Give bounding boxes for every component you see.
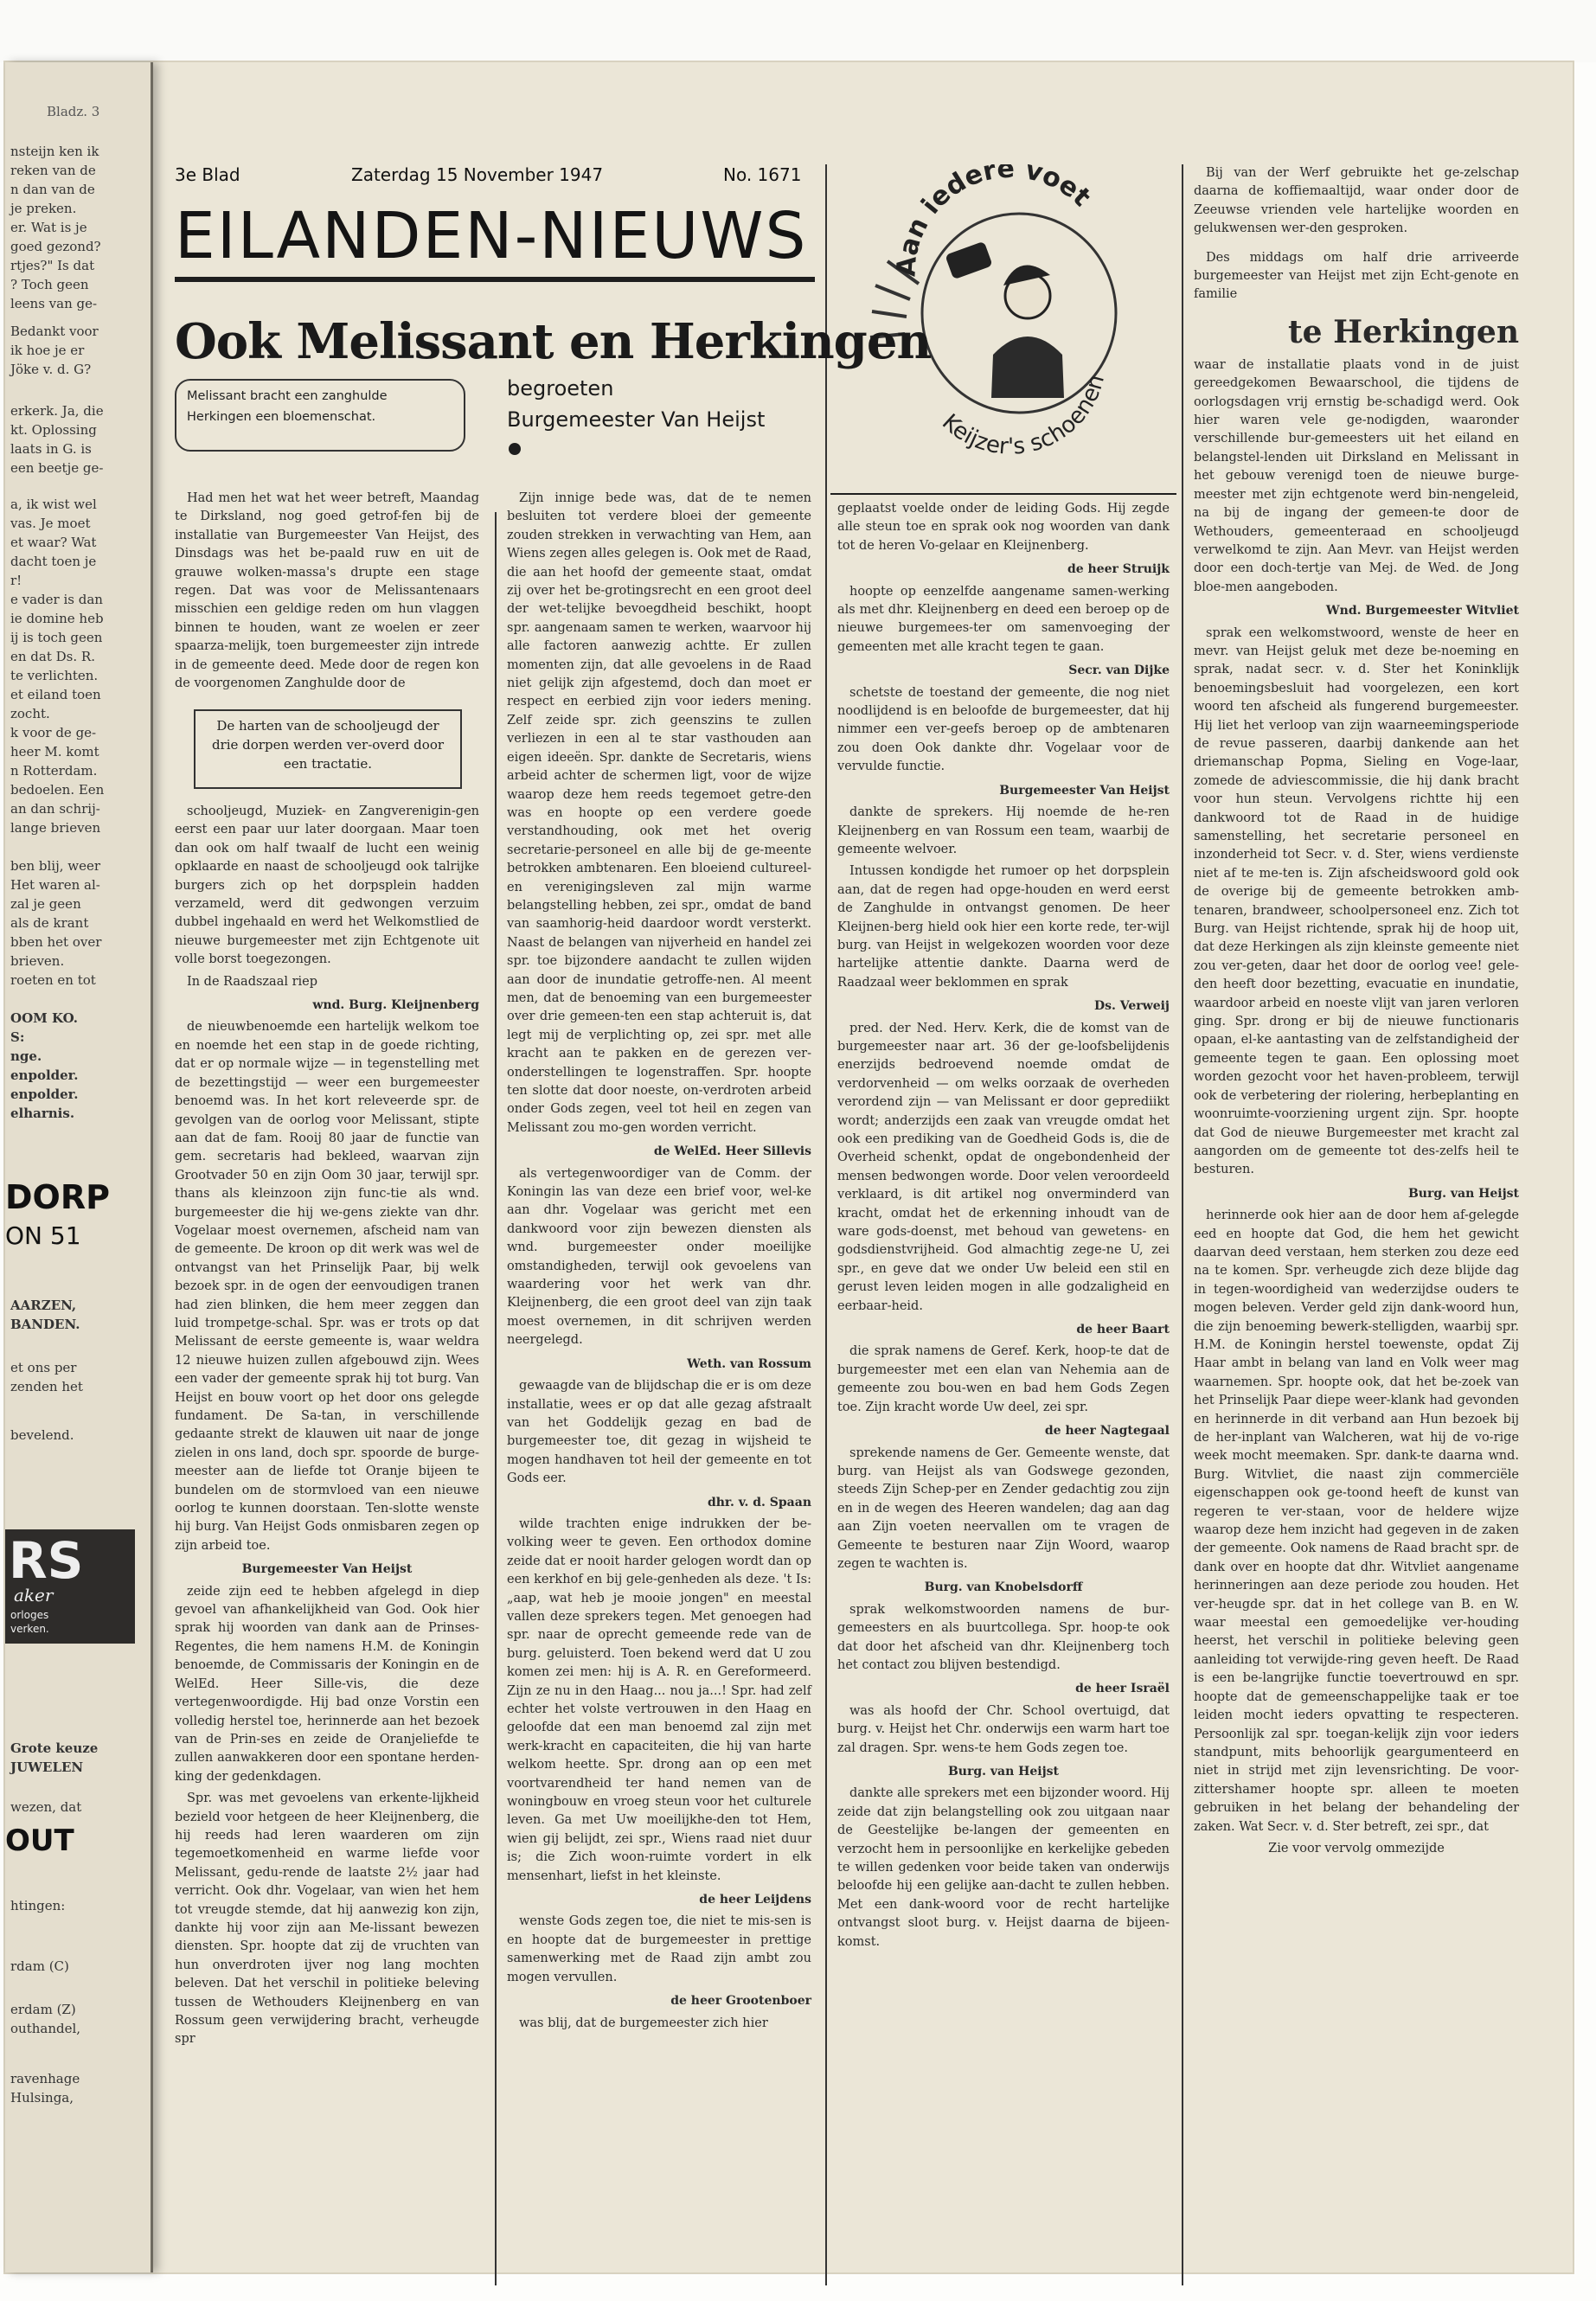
prev-ad-big: RS — [9, 1531, 84, 1590]
prev-fragment-line: AARZEN, — [10, 1298, 77, 1313]
prev-fragment-line: et eiland toen — [10, 687, 101, 702]
speaker-kleijnenberg: wnd. Burg. Kleijnenberg — [312, 998, 479, 1013]
prev-fragment-line: lange brieven — [10, 820, 101, 836]
prev-fragment-line: nsteijn ken ik — [10, 144, 99, 159]
prev-fragment-line: Het waren al- — [10, 877, 100, 893]
prev-fragment-line: dacht toen je — [10, 554, 97, 569]
prev-fragment-line: OOM KO. — [10, 1010, 79, 1026]
col3-paragraph-10: was als hoofd der Chr. School overtuigd, dat burg. v. Heijst het Chr. onderwijs een warm hart toe zal dragen. Spr. wens-te hem Gods zegen toe. — [837, 1703, 1170, 1755]
logo-body — [991, 336, 1064, 398]
prev-fragment-c — [10, 401, 147, 478]
prev-fragment-line: te verlichten. — [10, 668, 99, 683]
prev-fragment-line: zenden het — [10, 1379, 83, 1394]
prev-fragment-line: goed gezond? — [10, 239, 101, 254]
prev-fragment-line: JUWELEN — [10, 1759, 84, 1775]
speaker-van-dijke: Secr. van Dijke — [1068, 663, 1170, 678]
prev-fragment-line: outhandel, — [10, 2021, 81, 2036]
prev-fragment-line: e vader is dan — [10, 592, 103, 607]
speaker-struijk: de heer Struijk — [1067, 562, 1170, 577]
article-headline: Ook Melissant en Herkingen — [175, 313, 932, 370]
subtitle-line-2: Burgemeester Van Heijst — [507, 407, 766, 432]
col3-paragraph-9: sprak welkomstwoorden namens de bur-gemeesters en als buurtcollega. Spr. hoop-te ook dat door het afscheid van dhr. Kleijnenberg toch het contact zou blijven bestendigd. — [837, 1602, 1170, 1672]
prev-fragment-a — [10, 142, 147, 313]
prev-fragment-line: en dat Ds. R. — [10, 649, 95, 664]
previous-page-number: Bladz. 3 — [47, 104, 100, 119]
prev-fragment-line: een beetje ge- — [10, 460, 104, 476]
bullet-dot — [509, 443, 521, 455]
prev-fragment-line: kt. Oplossing — [10, 422, 97, 438]
speaker-van-rossum: Weth. van Rossum — [687, 1356, 811, 1371]
column-1-lower — [175, 803, 479, 2053]
column-2 — [507, 490, 811, 2036]
col3-paragraph-6: pred. der Ned. Herv. Kerk, die de komst van de burgemeester naar art. 36 der ge-loofsbelijdenis enerzijds bedroevend noemde omdat de verdorvenheid — om welks oorzaak de overheden verordend zijn — van Melissant er door geprediikt wordt; anderzijds een zaak van vreugde omdat het ook een prediking van de Goedheid Gods is, die de Overheid schenkt, opdat de ongebondenheid der mensen bedwongen worde. Door velen veroordeeld verklaard, is dit artikel nog onverminderd van kracht, omdat het de erkenning inhoudt van de ware gods-doenst, met behoud van gewetens- en godsdienstvrijheid. God almachtig zege-ne U, zei spr., en geve dat we onder Uw beleid een stil en gerust leven leiden mogen in alle godzaligheid en eerbaar-heid. — [837, 1021, 1170, 1313]
prev-fragment-line: enpolder. — [10, 1086, 79, 1102]
column-rule-2 — [825, 164, 827, 2285]
column-rule-3 — [1182, 164, 1183, 2285]
column-4 — [1194, 164, 1519, 1858]
prev-fragment-i — [10, 1426, 147, 1445]
logo-rule — [830, 493, 1176, 495]
col2-paragraph-2: als vertegenwoordiger van de Comm. der Koningin las van deze een brief voor, wel-ke aan dhr. Vogelaar was gericht met een dankwoord voor zijn bewezen diensten als wnd. burgemeester onder moeilijke omstandigheden, terwijl ook gevoelens van waardering voor het werk van dhr. Kleijnenberg, die een groot deel van zijn taak moest overnemen, in dit schrijven werden neergelegd. — [507, 1166, 811, 1348]
col2-paragraph-1: Zijn innige bede was, dat de te nemen besluiten tot verdere bloei der gemeente zouden strekken in verwachting van Hem, aan Wiens zegen alles gelegen is. Ook met de Raad, die aan het hoofd der gemeente staat, omdat zij over het be-grotingsrecht en een groot deel der wet-telijke bevoegdheid beschikt, hoopt spr. aangenaam samen te werken, waarvoor hij alle factoren aanwezig achtte. Er zullen momenten zijn, dat alle gevoelens in de Raad niet gelijk zijn afgestemd, doch dan moet er respect en eerbied zijn voor ieders mening. Zelf zeide spr. zich geenszins te zullen verliezen in een al te star vasthouden aan eigen ideeën. Spr. dankte de Secretaris, wiens arbeid achter de schermen ligt, voor de wijze waarop deze hem reeds tegemoet getre-den was en hoopte op een verdere goede verstandhouding, ook met het overig secretarie-personeel en alle bij de ge-meente betrokken ambtenaren. Een bloeiend cultureel- en verenigingsleven zal mijn warme belangstelling hebben, zei spr., omdat de band van saamhorig-heid daardoor wordt versterkt. Naast de belangen van nijverheid en handel zei spr. toe bijzondere aandacht te zullen wijden aan door de inundatie getroffe-nen. Al meent men, dat de benoeming van een burgemeester over drie gemeen-ten een stap achteruit is, dat legt mij de verplichting op, zei spr. met alle kracht aan te pakken en de gerezen ver-onderstellingen te logenstraffen. Spr. hoopte ten slotte dat door noeste, on-verdroten arbeid onder Gods zegen, veel tot heil en zegen van Melissant zou mo-gen worden verricht. — [507, 491, 811, 1135]
col4-paragraph-3: waar de installatie plaats vond in de juist gereedgekomen Bewaarschool, die tijdens de oorlogsdagen vrij ernstig be-schadigd werd. Ook hier waren vele ge-nodigden, waaronder verschillende bur-gemeesters uit het eiland en belangstel-lenden uit Dirksland en Melissant in het gebouw verenigd toen de nieuwe burge-meester met zijn echtgenote werd bin-nengeleid, na bij de ingang der gemeen-te door de Wethouders, gemeenteraad en schooljeugd verwelkomd te zijn. Aan Mevr. van Heijst werden door een doch-tertje van Mej. de Wed. de Jong bloe-men aangeboden. — [1194, 357, 1519, 594]
prev-fragment-line: rtjes?" Is dat — [10, 258, 95, 273]
prev-ad-small-1: orloges — [10, 1609, 49, 1621]
prev-fragment-line: elharnis. — [10, 1106, 75, 1121]
speaker-van-heijst-3: Burg. van Heijst — [947, 1765, 1060, 1779]
prev-fragment-o — [10, 2069, 147, 2107]
speaker-van-heijst-2: Burgemeester Van Heijst — [999, 783, 1170, 798]
speaker-sillevis: de WelEd. Heer Sillevis — [653, 1144, 811, 1159]
prev-fragment-line: ie domine heb — [10, 611, 104, 626]
prev-fragment-h — [10, 1358, 147, 1396]
prev-fragment-line: n dan van de — [10, 182, 95, 197]
speaker-leijdens: de heer Leijdens — [699, 1893, 811, 1907]
col3-paragraph-1: geplaatst voelde onder de leiding Gods. Hij zegde alle steun toe en sprak ook nog woorden van dank tot de heren Vo-gelaar en Kleijnenberg. — [837, 502, 1170, 553]
continued-note: Zie voor vervolg ommezijde — [1268, 1841, 1445, 1856]
col1-paragraph-5: zeide zijn eed te hebben afgelegd in diep gevoel van afhankelijkheid van God. Ook hier sprak hij woorden van dank aan de Prinses-Regentes, die hem namens H.M. de Koningin benoemde, de Commissaris der Koningin en de WelEd. Heer Sille-vis, die deze vertegenwoordigde. Hij bad onze Vorstin een volledig herstel toe, herinnerde aan het bezoek van de Prin-ses en zeide de Oranjeliefde te zullen aanwakkeren door een spontane herden-king der gedenkdagen. — [175, 1584, 479, 1784]
prev-fragment-b — [10, 322, 147, 379]
col3-paragraph-8: sprekende namens de Ger. Gemeente wenste, dat burg. van Heijst als van Godswege gezonden, steeds Zijn Schep-per en Zender gedachtig zou zijn en in de wegen des Heeren wandelen; dag aan dag aan Zijn voeten neervallen om te vragen de Gemeente te besturen naar Zijn Woord, waarop zegen te wachten is. — [837, 1445, 1170, 1571]
prev-fragment-line: er. Wat is je — [10, 220, 87, 235]
prev-fragment-e — [10, 856, 147, 990]
speaker-nagtegaal: de heer Nagtegaal — [1044, 1424, 1170, 1439]
column-3 — [837, 500, 1170, 1955]
prev-fragment-line: erkerk. Ja, die — [10, 403, 104, 419]
prev-fragment-line: je preken. — [10, 201, 77, 216]
col1-paragraph-3: In de Raadszaal riep — [187, 974, 318, 989]
subtitle-line-1: begroeten — [507, 376, 614, 401]
prev-fragment-line: erdam (Z) — [10, 2002, 76, 2017]
prev-fragment-line: vas. Je moet — [10, 516, 91, 531]
prev-fragment-j — [10, 1739, 147, 1777]
logo-arc-bottom: Keijzer's schoenen — [937, 371, 1111, 460]
column-rule-1 — [495, 512, 497, 2285]
svg-text:Aan iedere voet — [891, 164, 1096, 278]
intro-square-box: De harten van de schooljeugd der drie dorpen werden ver-overd door een tractatie. — [194, 709, 462, 789]
prev-fragment-line: bedoelen. Een — [10, 782, 105, 798]
prev-fragment-line: Hulsinga, — [10, 2090, 74, 2106]
speaker-van-heijst-1: Burgemeester Van Heijst — [241, 1562, 413, 1577]
prev-fragment-line: Bedankt voor — [10, 324, 99, 339]
herkingen-headline: te Herkingen — [1288, 313, 1519, 350]
prev-ad-script: aker — [14, 1585, 54, 1606]
col3-paragraph-4: dankte de sprekers. Hij noemde de he-ren Kleijnenberg en van Rossum een team, waarbij de gemeente welvoer. — [837, 805, 1170, 856]
prev-fragment-line: ij is toch geen — [10, 630, 103, 645]
col4-paragraph-5: herinnerde ook hier aan de door hem af-gelegde eed en hoopte dat God, die hem het gewicht daarvan deed verstaan, hem sterken zou deze eed na te komen. Spr. verheugde zich deze blijde dag in tegen-woordigheid van wederzijdse ouders te mogen beleven. Verder geld zijn dank-woord hun, die zijn benoeming bewerk-stelligden, waarbij spr. H.M. de Koningin herstel toewenste, opdat Zij Haar ambt in belang van land en Volk weer mag waarnemen. Spr. hoopte ook, dat het be-zoek van het Prinselijk Paar diepe weer-klank had gevonden en herinnerde in dit verband aan Hun bezoek bij de her-inplant van Walcheren, wat hij de vo-rige week mocht meemaken. Spr. dank-te daarna wnd. Burg. Witvliet, die naast zijn commerciële eigenschappen ook ge-toond heeft de kunst van regeren te ver-staan, voor de heldere wijze waarop deze hem inzicht had gegeven in de zaken der gemeente. Ook namens de Raad bracht spr. de dank over en hoopte dat dhr. Witvliet aangename herinneringen aan deze periode zou houden. Het ver-heugde spr. dat in het college van B. en W. waar meestal een gemoedelijke ver-houding heerst, het verschil in politieke beleving geen aanleiding tot verwijde-ring geven heeft. De Raad is een be-langrijke functie toevertrouwd en spr. hoopte dat de gemeenschappelijke taak er toe leiden mocht ieders opvatting te respecteren. Persoonlijk zal spr. toegan-kelijk zijn voor ieders standpunt, mits behoorlijk geargumenteerd en niet in strijd met zijn levensrichting. De voor-zittershamer hoopte spr. alleen te moeten gebruiken in het belang der behandeling der zaken. Wat Secr. v. d. Ster betreft, zei spr., dat — [1194, 1208, 1519, 1834]
scan-top-margin — [0, 0, 1596, 62]
prev-fragment-m — [10, 1957, 147, 1976]
prev-fragment-k — [10, 1798, 147, 1817]
col1-paragraph-4: de nieuwbenoemde een hartelijk welkom toe en noemde het een stap in de goede richting, dat er op normale wijze — in tegenstelling met de bezettingstijd — weer een burgemeester benoemd was. In het kort releveerde spr. de gevolgen van de oorlog voor Melissant, stipte aan dat de fam. Rooij 80 jaar de functie van gem. secretaris had bekleed, waarvan zijn Grootvader 50 en zijn Oom 30 jaar, terwijl spr. thans als kleinzoon zijn func-tie als wnd. burgemeester die hij we-gens ziekte van dhr. Vogelaar moest overnemen, afscheid nam van de gemeente. De kroon op dit werk was wel de ontvangst van het Prinselijk Paar, bij welk bezoek spr. in de ogen der eenvoudigen tranen had zien blinken, die hem meer zeggen dan luid trompetge-schal. Spr. was er trots op dat Melissant de eerste gemeente is, waar weldra 12 nieuwe huizen zullen afgebouwd zijn. Wees een vader der gemeente sprak hij tot burg. Van Heijst en bouw voort op het door ons gelegde fundament. De Sa-tan, in verschillende gedaante strekt de klauwen uit naar de jonge zielen in ons land, doch spr. spoorde de burge-meester aan de liefde tot Oranje bijeen te bundelen om de stormvloed van een nieuwe oorlog te kunnen doorstaan. Ten-slotte wenste hij burg. Van Heijst Gods onmisbaren zegen op zijn arbeid toe. — [175, 1020, 479, 1553]
prev-fragment-line: rdam (C) — [10, 1958, 69, 1974]
previous-page-strip — [5, 62, 153, 2272]
prev-fragment-line: reken van de — [10, 163, 96, 178]
blad-label: 3e Blad — [175, 164, 240, 185]
col2-paragraph-4: wilde trachten enige indrukken der be-volking weer te geven. Een orthodox domine zeide dat er nooit harder gelogen wordt dan op een kerkhof en bij gele-genheden als deze. 't Is: „aap, wat heb je mooie jongen" en meestal vallen deze sprekers tegen. Met genoegen had spr. naar de oprecht gemeende rede van de burg. geluisterd. Toen bekend werd dat U zou komen zei men: hij is A. R. en Gereformeerd. Zijn ze nu in den Haag... nou ja...! Spr. had zelf echter het volste vertrouwen in den Haag en geloofde dat een man benoemd zal zijn met werk-kracht en capaciteiten, die hij van harte welkom heette. Spr. drong aan op een met voortvarendheid ter hand nemen van de woningbouw en vroeg steun voor het culturele leven. Ga met Uw moeilijkhe-den tot Hem, wien gij belijdt, zei spr., Wiens raad niet duur is; die Zich woon-ruimte vordert in elk mensenhart, liefst in het kleinste. — [507, 1516, 811, 1883]
col3-paragraph-2: hoopte op eenzelfde aangename samen-werking als met dhr. Kleijnenberg en deed een beroep op de nieuwe burgemees-ter om samenvoeging der gemeenten met alle kracht tegen te gaan. — [837, 584, 1170, 654]
prev-fragment-line: ik hoe je er — [10, 343, 85, 358]
prev-fragment-line: an dan schrij- — [10, 801, 100, 817]
prev-fragment-line: BANDEN. — [10, 1317, 80, 1332]
prev-fragment-line: enpolder. — [10, 1067, 79, 1083]
prev-fragment-line: r! — [10, 573, 22, 588]
col3-paragraph-7: die sprak namens de Geref. Kerk, hoop-te dat de burgemeester met een elan van Nehemia aan de gemeente zou bou-wen en bad hem Gods Zegen toe. Zijn kracht worde Uw deel, zei spr. — [837, 1344, 1170, 1414]
prev-fragment-l — [10, 1896, 147, 1915]
prev-fragment-line: leens van ge- — [10, 296, 98, 311]
prev-fragment-d — [10, 495, 147, 837]
speaker-verweij: Ds. Verweij — [1094, 999, 1170, 1014]
prev-fragment-line: ravenhage — [10, 2071, 80, 2086]
prev-fragment-line: laats in G. is — [10, 441, 92, 457]
issue-date: Zaterdag 15 November 1947 — [351, 164, 604, 185]
prev-fragment-line: a, ik wist wel — [10, 497, 97, 512]
prev-fragment-line: Jöke v. d. G? — [10, 362, 92, 377]
prev-big-heading-b: ON 51 — [5, 1221, 81, 1250]
prev-fragment-f — [10, 1009, 147, 1123]
prev-fragment-g — [10, 1296, 147, 1334]
masthead-rule — [175, 277, 815, 282]
prev-fragment-line: brieven. — [10, 953, 65, 969]
col4-paragraph-2: Des middags om half drie arriveerde burgemeester van Heijst met zijn Echt-genote en familie — [1194, 250, 1519, 302]
col2-paragraph-3: gewaagde van de blijdschap die er is om deze installatie, wees er op dat alle gezag afstraalt van het Goddelijk gezag en bad de burgemeester toe, dit gezag in wijsheid te mogen handhaven tot heil der gemeente en tot Gods eer. — [507, 1379, 811, 1486]
prev-fragment-n — [10, 2000, 147, 2038]
masthead-title: EILANDEN-NIEUWS — [175, 199, 808, 273]
intro-rounded-box: Melissant bracht een zanghulde Herkingen een bloemenschat. — [175, 379, 465, 452]
prev-advertisement — [5, 1529, 135, 1644]
prev-fragment-line: ben blij, weer — [10, 858, 101, 874]
column-1-upper — [175, 490, 479, 696]
prev-fragment-line: wezen, dat — [10, 1799, 82, 1815]
issue-number: No. 1671 — [723, 164, 802, 185]
speaker-witvliet: Wnd. Burgemeester Witvliet — [1325, 604, 1519, 619]
col1-paragraph-1: Had men het wat het weer betreft, Maandag te Dirksland, nog goed getrof-fen bij de installatie van Burgemeester Van Heijst, des Dinsdags was het be-paald ruw en uit de grauwe wolken-massa's drupte een stage regen. Dat was voor de Melissantenaars misschien een geldige reden om hun vlaggen binnen te houden, want ze woelen er zeer spaarza-melijk, toen burgemeester zijn intrede in de gemeente deed. Mede door de regen kon de voorgenomen Zanghulde door de — [175, 491, 479, 691]
col1-paragraph-6: Spr. was met gevoelens van erkente-lijkheid bezield voor hetgeen de heer Kleijnenberg, die hij reeds had leren waarderen om zijn tegemoetkomenheid en warme liefde voor Melissant, gedu-rende de laatste 2½ jaar had verricht. Ook dhr. Vogelaar, van wien het hem tot vreugde stemde, dat hij aanwezig kon zijn, dankte hij voor zijn aan Me-lissant bewezen diensten. Spr. hoopte dat zij de vruchten van hun onverdroten ijver nog lang mochten beleven. Dat het verschil in politieke beleving tussen de Wethouders Kleijnenberg en van Rossum geen verwijdering bracht, verheugde spr — [175, 1791, 479, 2047]
speaker-israel: de heer Israël — [1075, 1682, 1170, 1696]
prev-fragment-line: nge. — [10, 1048, 42, 1064]
col2-paragraph-6: was blij, dat de burgemeester zich hier — [519, 2016, 768, 2030]
speaker-van-heijst-4: Burg. van Heijst — [1407, 1186, 1519, 1201]
logo-shoe — [945, 241, 992, 280]
prev-big-heading-c: OUT — [5, 1823, 74, 1858]
prev-fragment-line: htingen: — [10, 1898, 66, 1913]
prev-fragment-line: S: — [10, 1029, 25, 1045]
newspaper-page — [5, 62, 1573, 2272]
col2-paragraph-5: wenste Gods zegen toe, die niet te mis-sen is en hoopte dat de burgemeester in prettige samenwerking met de Raad zijn ambt zou mogen vervullen. — [507, 1914, 811, 1984]
col4-paragraph-4: sprak een welkomstwoord, wenste de heer en mevr. van Heijst geluk met deze be-noeming en sprak, nadat secr. v. d. Ster het Koninklijk benoemingsbesluit had voorgelezen, een kort woord ten afscheid als fungerend burgemeester. Hij liet het verloop van zijn waarneemingsperiode de revue passeren, daarbij dankende aan het driemanschap Popma, Sieling en Voge-laar, zomede de adviescommissie, die hij dank bracht voor hun steun. Vervolgens richtte hij een dankwoord tot de Raad in de huidige samenstelling, het secretarie personeel en inzonderheid tot Secr. v. d. Ster, wiens verdienste niet af te me-ten is. Zijn afscheidswoord gold ook de overige bij de gemeente betrokken amb-tenaren, brandweer, schoolpersoneel enz. Zich tot Burg. van Heijst richtende, sprak hij de hoop uit, dat deze Herkingen als zijn kleinste gemeente niet zou ver-geten, daar het door de oorlog vee! gele-den heeft door bezetting, evacuatie en inundatie, waardoor arbeid en noeste vlijt van jaren verloren ging. Spr. drong er bij de nieuwe functionaris opaan, el-ke aantasting van de zelfstandigheid der gemeente tegen te gaan. Een oplossing moet worden gezocht voor het haven-probleem, terwijl ook de verbetering der riolering, herbeplanting en woonruimte-voorziening urgent zijn. Spr. hoopte dat God de nieuwe Burgemeester met kracht zal aangorden om de gemeente tot des-zelfs heil te besturen. — [1194, 625, 1519, 1177]
prev-fragment-line: k voor de ge- — [10, 725, 97, 740]
prev-fragment-line: bben het over — [10, 934, 102, 950]
col3-paragraph-5: Intussen kondigde het rumoer op het dorpsplein aan, dat de regen had opge-houden en werd eerst de Zanghulde in ontvangst genomen. De heer Kleijnen-berg hield ook hier een korte rede, ter-wijl burg. van Heijst in welgekozen woorden voor deze hartelijke attentie dankte. Daarna werd de Raadzaal weer beklommen en sprak — [837, 864, 1170, 990]
prev-ad-small-2: verken. — [10, 1623, 49, 1635]
speaker-knobelsdorff: Burg. van Knobelsdorff — [924, 1580, 1083, 1595]
prev-fragment-line: heer M. komt — [10, 744, 99, 760]
col4-paragraph-1: Bij van der Werf gebruikte het ge-zelschap daarna de koffiemaaltijd, waar onder door de Zeeuwse vrienden vele hartelijke woorden en gelukwensen wer-den gesproken. — [1194, 166, 1519, 236]
prev-fragment-line: bevelend. — [10, 1427, 74, 1443]
prev-fragment-line: zal je geen — [10, 896, 81, 912]
col3-paragraph-11: dankte alle sprekers met een bijzonder woord. Hij zeide dat zijn belangstelling ook zou uitgaan naar de Geestelijke be-langen der gemeenten en verzocht hem in persoonlijke en kerkelijke gebeden te willen gedenken voor beide taken van onderwijs beloofde hij een gelijke aan-dacht te zullen hebben. Met een dank-woord voor de recht hartelijke ontvangst sloot burg. v. Heijst daarna de bijeen-komst. — [837, 1786, 1170, 1949]
col1-paragraph-2: schooljeugd, Muziek- en Zangverenigin-gen eerst een paar uur later doorgaan. Maar toen dan ook om half twaalf de lucht een weinig opklaarde en naast de schooljeugd ook talrijke burgers zich op het dorpsplein hadden verzameld, werd dit gedwongen verzuim dubbel ingehaald en werd het Welkomstlied de nieuwe burgemeester met zijn Echtgenote uit volle borst toegezongen. — [175, 804, 479, 967]
prev-fragment-line: n Rotterdam. — [10, 763, 98, 779]
prev-fragment-line: Grote keuze — [10, 1740, 99, 1756]
prev-fragment-line: et ons per — [10, 1360, 77, 1375]
col3-paragraph-3: schetste de toestand der gemeente, die nog niet noodlijdend is en beloofde de burgemeester, dat hij nimmer een ver-geefs beroep op de ambtenaren zou doen Ook dankte dhr. Vogelaar voor de vervulde functie. — [837, 685, 1170, 774]
speaker-van-der-spaan: dhr. v. d. Spaan — [707, 1495, 811, 1509]
prev-fragment-line: ? Toch geen — [10, 277, 89, 292]
prev-fragment-line: roeten en tot — [10, 972, 96, 988]
prev-fragment-line: als de krant — [10, 915, 89, 931]
speaker-baart: de heer Baart — [1076, 1323, 1170, 1337]
prev-big-heading-a: DORP — [5, 1178, 110, 1216]
logo-arc-top: Aan iedere voet — [891, 164, 1097, 278]
speaker-grootenboer: de heer Grootenboer — [670, 1994, 811, 2009]
prev-fragment-line: et waar? Wat — [10, 535, 97, 550]
prev-fragment-line: zocht. — [10, 706, 50, 721]
